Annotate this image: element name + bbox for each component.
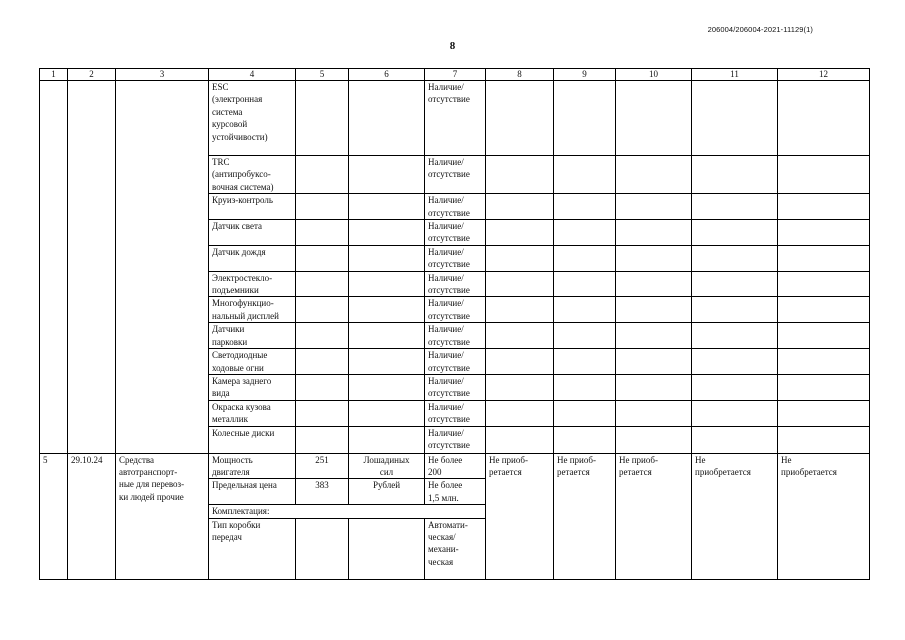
price-unit: Рублей <box>349 479 425 505</box>
empty-cell <box>486 220 554 246</box>
column-number: 6 <box>349 69 425 81</box>
feature-unit: Наличие/ отсутствие <box>425 245 486 271</box>
price-value: Не более 1,5 млн. <box>425 479 486 505</box>
feature-name: Камера заднего вида <box>209 374 296 400</box>
feature-name: Многофункцио- нальный дисплей <box>209 297 296 323</box>
empty-cell <box>296 323 349 349</box>
empty-cell <box>486 349 554 375</box>
column-number: 5 <box>296 69 349 81</box>
empty-cell <box>692 374 778 400</box>
empty-cell <box>616 220 692 246</box>
empty-cell <box>778 400 870 426</box>
empty-cell <box>616 245 692 271</box>
empty-cell <box>778 81 870 156</box>
empty-cell <box>296 156 349 194</box>
power-unit: Лошадиных сил <box>349 453 425 479</box>
empty-cell <box>349 156 425 194</box>
empty-cell <box>554 156 616 194</box>
feature-unit: Наличие/ отсутствие <box>425 194 486 220</box>
power-value: Не более 200 <box>425 453 486 479</box>
document-id: 206004/206004-2021-11129(1) <box>707 25 813 34</box>
empty-merged-cell <box>40 81 68 454</box>
column-number: 12 <box>778 69 870 81</box>
feature-unit: Наличие/ отсутствие <box>425 323 486 349</box>
feature-unit: Наличие/ отсутствие <box>425 297 486 323</box>
empty-cell <box>616 156 692 194</box>
empty-cell <box>554 220 616 246</box>
feature-name: Светодиодные ходовые огни <box>209 349 296 375</box>
empty-cell <box>616 81 692 156</box>
empty-cell <box>692 323 778 349</box>
acquisition-cell: Не приоб- ретается <box>554 453 616 579</box>
column-number: 1 <box>40 69 68 81</box>
empty-merged-cell <box>68 81 116 454</box>
feature-name: Электростекло- подъемники <box>209 271 296 297</box>
specification-table <box>39 68 870 580</box>
empty-cell <box>554 323 616 349</box>
column-number: 11 <box>692 69 778 81</box>
empty-cell <box>692 426 778 453</box>
empty-cell <box>616 426 692 453</box>
column-number: 4 <box>209 69 296 81</box>
empty-cell <box>296 297 349 323</box>
empty-cell <box>692 349 778 375</box>
row5-power <box>40 453 870 479</box>
empty-cell <box>554 297 616 323</box>
empty-cell <box>778 374 870 400</box>
feature-name: TRC (антипробуксо- вочная система) <box>209 156 296 194</box>
empty-cell <box>554 349 616 375</box>
empty-cell <box>778 297 870 323</box>
feature-name: Датчик дождя <box>209 245 296 271</box>
empty-cell <box>349 349 425 375</box>
feature-unit: Наличие/ отсутствие <box>425 220 486 246</box>
empty-cell <box>692 245 778 271</box>
empty-cell <box>486 426 554 453</box>
empty-cell <box>296 194 349 220</box>
empty-cell <box>486 297 554 323</box>
feature-unit: Наличие/ отсутствие <box>425 349 486 375</box>
product-name-cell: Средства автотранспорт- ные для перевоз- ки людей прочие <box>116 453 209 579</box>
empty-cell <box>616 349 692 375</box>
empty-cell <box>349 518 425 579</box>
empty-cell <box>692 220 778 246</box>
empty-cell <box>486 245 554 271</box>
feature-name: ESC (электронная система курсовой устойчивости) <box>209 81 296 156</box>
empty-cell <box>349 81 425 156</box>
empty-cell <box>778 194 870 220</box>
empty-cell <box>778 245 870 271</box>
empty-cell <box>778 220 870 246</box>
empty-cell <box>554 426 616 453</box>
empty-cell <box>692 194 778 220</box>
empty-cell <box>616 374 692 400</box>
column-number: 2 <box>68 69 116 81</box>
empty-cell <box>554 81 616 156</box>
power-label: Мощность двигателя <box>209 453 296 479</box>
price-label: Предельная цена <box>209 479 296 505</box>
empty-cell <box>349 271 425 297</box>
empty-cell <box>349 323 425 349</box>
feature-unit: Наличие/ отсутствие <box>425 156 486 194</box>
empty-cell <box>778 271 870 297</box>
empty-cell <box>296 400 349 426</box>
empty-cell <box>692 400 778 426</box>
column-number: 7 <box>425 69 486 81</box>
empty-cell <box>486 323 554 349</box>
empty-cell <box>296 349 349 375</box>
empty-cell <box>349 220 425 246</box>
date-cell: 29.10.24 <box>68 453 116 579</box>
column-number: 8 <box>486 69 554 81</box>
empty-cell <box>778 156 870 194</box>
empty-cell <box>692 297 778 323</box>
feature-unit: Наличие/ отсутствие <box>425 374 486 400</box>
feature-row <box>40 81 870 156</box>
empty-cell <box>554 194 616 220</box>
empty-cell <box>616 271 692 297</box>
gearbox-value: Автомати- ческая/ механи- ческая <box>425 518 486 579</box>
empty-cell <box>778 349 870 375</box>
equipment-label: Комплектация: <box>209 505 486 518</box>
empty-cell <box>349 426 425 453</box>
empty-cell <box>616 297 692 323</box>
feature-name: Датчик света <box>209 220 296 246</box>
empty-cell <box>486 271 554 297</box>
empty-cell <box>554 245 616 271</box>
feature-name: Круиз-контроль <box>209 194 296 220</box>
acquisition-cell: Не приобретается <box>778 453 870 579</box>
column-number: 10 <box>616 69 692 81</box>
empty-cell <box>554 271 616 297</box>
empty-merged-cell <box>116 81 209 454</box>
row-number-cell: 5 <box>40 453 68 579</box>
empty-cell <box>296 271 349 297</box>
empty-cell <box>616 400 692 426</box>
feature-unit: Наличие/ отсутствие <box>425 271 486 297</box>
empty-cell <box>486 194 554 220</box>
empty-cell <box>296 374 349 400</box>
column-number: 3 <box>116 69 209 81</box>
empty-cell <box>349 297 425 323</box>
empty-cell <box>349 194 425 220</box>
empty-cell <box>554 374 616 400</box>
empty-cell <box>486 81 554 156</box>
empty-cell <box>486 400 554 426</box>
empty-cell <box>778 426 870 453</box>
acquisition-cell: Не приоб- ретается <box>616 453 692 579</box>
empty-cell <box>349 400 425 426</box>
empty-cell <box>692 156 778 194</box>
column-number-row <box>40 69 870 81</box>
gearbox-label: Тип коробки передач <box>209 518 296 579</box>
price-code: 383 <box>296 479 349 505</box>
empty-cell <box>296 81 349 156</box>
empty-cell <box>349 374 425 400</box>
empty-cell <box>616 194 692 220</box>
acquisition-cell: Не приоб- ретается <box>486 453 554 579</box>
empty-cell <box>778 323 870 349</box>
empty-cell <box>692 271 778 297</box>
power-code: 251 <box>296 453 349 479</box>
feature-name: Окраска кузова металлик <box>209 400 296 426</box>
feature-name: Датчики парковки <box>209 323 296 349</box>
feature-unit: Наличие/ отсутствие <box>425 81 486 156</box>
empty-cell <box>692 81 778 156</box>
page-number: 8 <box>449 40 456 52</box>
empty-cell <box>486 156 554 194</box>
empty-cell <box>486 374 554 400</box>
acquisition-cell: Не приобретается <box>692 453 778 579</box>
empty-cell <box>349 245 425 271</box>
empty-cell <box>296 220 349 246</box>
empty-cell <box>554 400 616 426</box>
empty-cell <box>296 245 349 271</box>
column-number: 9 <box>554 69 616 81</box>
empty-cell <box>616 323 692 349</box>
feature-unit: Наличие/ отсутствие <box>425 400 486 426</box>
feature-unit: Наличие/ отсутствие <box>425 426 486 453</box>
empty-cell <box>296 426 349 453</box>
feature-name: Колесные диски <box>209 426 296 453</box>
empty-cell <box>296 518 349 579</box>
